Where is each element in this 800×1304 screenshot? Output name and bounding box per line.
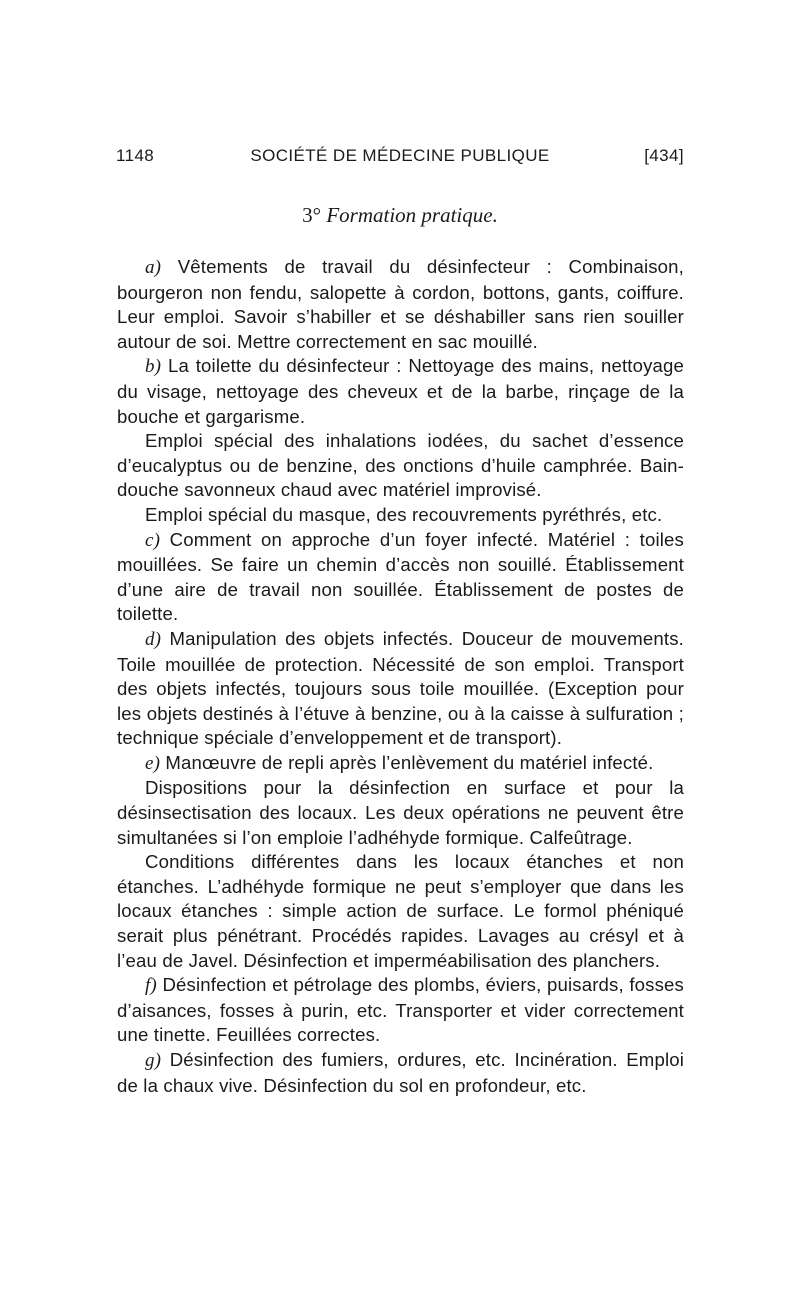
- paragraph-text: Emploi spécial du masque, des recouvrements pyréthrés, etc.: [145, 503, 663, 525]
- item-label: c): [145, 529, 161, 551]
- paragraph-e: [117, 751, 684, 777]
- section-heading: [116, 203, 684, 228]
- paragraph: [117, 850, 684, 973]
- section-number: 3°: [302, 203, 322, 227]
- paragraph-text: Comment on approche d’un foyer infecté. Matériel : toiles mouillées. Se faire un chemin d’accès non souillé. Établissement d’une aire de travail non souillée. Établissement de postes de toilette.: [117, 528, 684, 625]
- running-header: [116, 146, 684, 172]
- running-title: SOCIÉTÉ DE MÉDECINE PUBLIQUE: [250, 146, 550, 165]
- paragraph-text: Manœuvre de repli après l’enlèvement du matériel infecté.: [160, 751, 654, 773]
- item-label: d): [145, 628, 162, 650]
- paragraph-text: Conditions différentes dans les locaux étanches et non étanches. L’adhéhyde formique ne peut s’employer que dans les locaux étanches : simple action de surface. Le formol phéniqué serait plus pénétrant. Procédés rapides. Lavages au crésyl et à l’eau de Javel. Désinfection et imperméabilisation des planchers.: [117, 851, 684, 971]
- paragraph-text: Vêtements de travail du désinfecteur : Combinaison, bourgeron non fendu, salopette à cordon, bottons, gants, coiffure. Leur emploi. Savoir s’habiller et se déshabiller sans rien souiller autour de soi. Mettre correctement en sac mouillé.: [117, 256, 684, 352]
- item-label: e): [145, 752, 161, 774]
- paragraph-text: Désinfection des fumiers, ordures, etc. Incinération. Emploi de la chaux vive. Désinfection du sol en profondeur, etc.: [117, 1049, 684, 1096]
- paragraph-d: [117, 627, 684, 751]
- paragraph-text: Manipulation des objets infectés. Douceur de mouvements. Toile mouillée de protection. Nécessité de son emploi. Transport des objets infectés, toujours sous toile mouillée. (Exception pour les objets destinés à l’étuve à benzine, ou à la caisse à sulfuration ; technique spéciale d’enveloppement et de transport).: [117, 627, 684, 749]
- paragraph: [117, 776, 684, 850]
- section-title: Formation pratique.: [326, 203, 498, 227]
- item-label: g): [145, 1050, 162, 1071]
- item-label: f): [145, 975, 157, 997]
- bracket-page-reference: [434]: [644, 146, 684, 165]
- paragraph-text: Désinfection et pétrolage des plombs, éviers, puisards, fosses d’aisances, fosses à purin, etc. Transporter et vider correctement une tinette. Feuillées correctes.: [117, 974, 684, 1046]
- paragraph: [117, 503, 684, 528]
- paragraph-g: [117, 1048, 684, 1098]
- paragraph-f: [117, 973, 684, 1048]
- paragraph-a: [117, 255, 684, 354]
- body-text: [117, 255, 684, 1098]
- page-number: 1148: [116, 146, 155, 165]
- paragraph-text: Dispositions pour la désinfection en surface et pour la désinsectisation des locaux. Les deux opérations ne peuvent être simultanées si l’on emploie l’adhéhyde formique. Calfeûtrage.: [117, 777, 684, 848]
- paragraph-text: La toilette du désinfecteur : Nettoyage des mains, nettoyage du visage, nettoyage des cheveux et de la barbe, rinçage de la bouche et gargarisme.: [117, 355, 684, 427]
- item-label: b): [145, 356, 162, 378]
- paragraph: [117, 429, 684, 503]
- paragraph-text: Emploi spécial des inhalations iodées, du sachet d’essence d’eucalyptus ou de benzine, des onctions d’huile camphrée. Bain-douche savonneux chaud avec matériel improvisé.: [117, 430, 684, 501]
- paragraph-c: [117, 528, 684, 627]
- paragraph-b: [117, 354, 684, 429]
- item-label: a): [145, 257, 162, 278]
